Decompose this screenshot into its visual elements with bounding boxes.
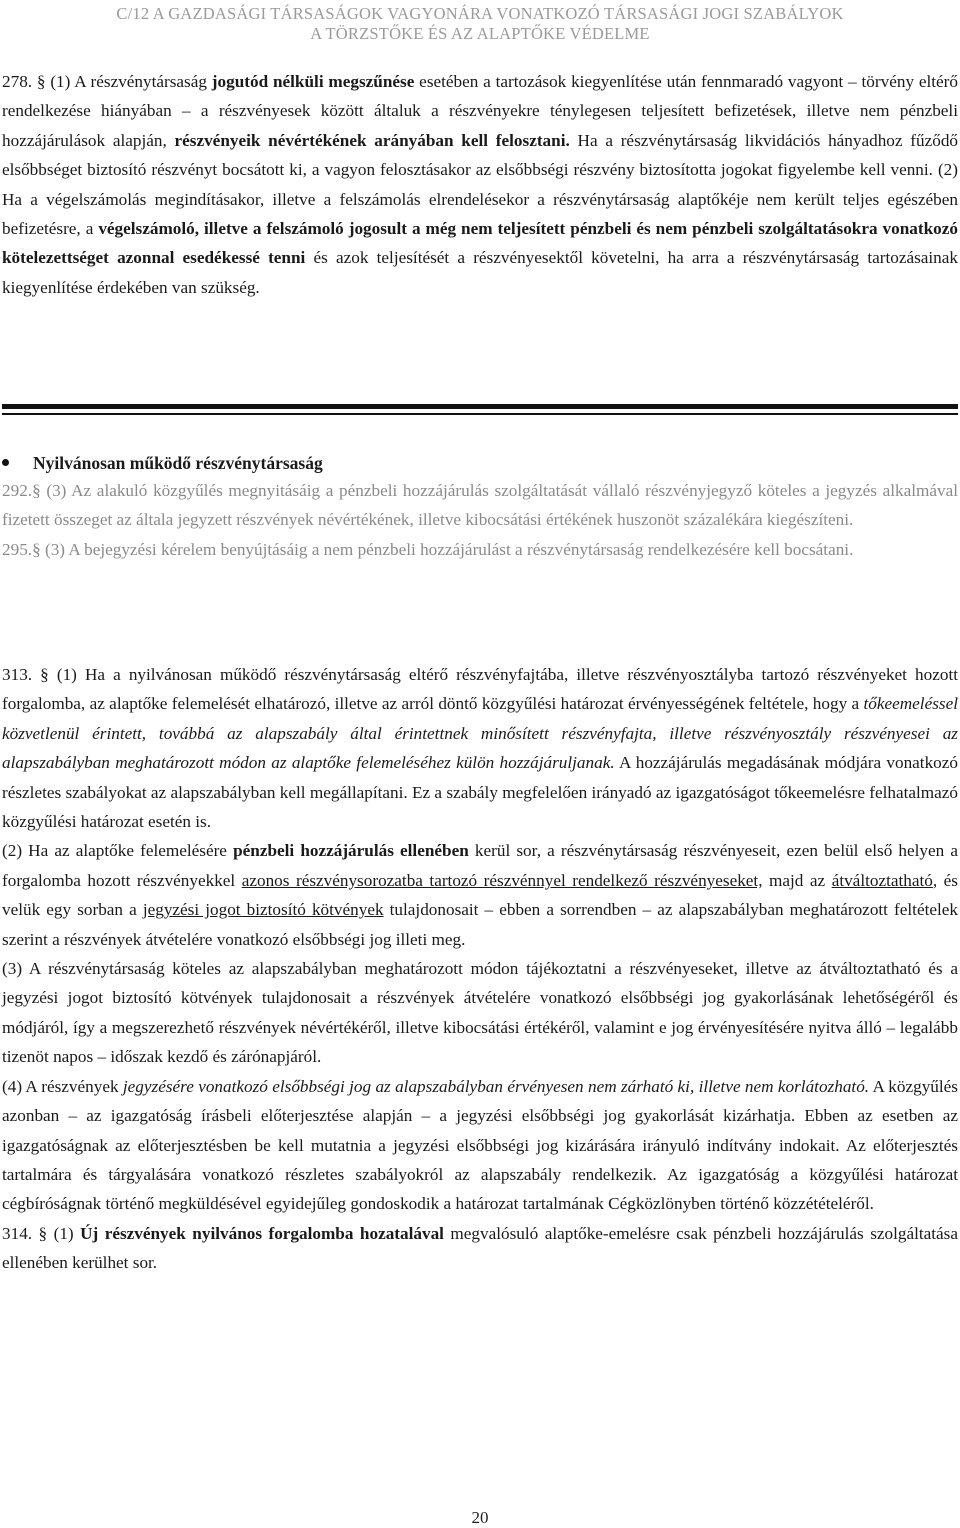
section-symbol: § — [36, 72, 46, 91]
section-278 — [2, 67, 958, 302]
underlined-run: jegyzési jogot biztosító kötvények — [142, 900, 384, 920]
paragraph-313-1 — [2, 660, 958, 836]
heading-text: Nyilvánosan működő részvénytársaság — [33, 453, 323, 473]
section-symbol: § — [32, 481, 41, 500]
header-line-2: A TÖRZSTŐKE ÉS AZ ALAPTŐKE VÉDELME — [310, 24, 650, 43]
paragraph-313-3: (3) A részvénytársaság köteles az alapszabályban meghatározott módon tájékoztatni a részvényeseket, illetve az átváltoztatható és a jegyzési jogot biztosító kötvények tulajdonosait a részvények átvételére vonatkozó elsőbbségi jog gyakorlásának lehetőségéről és módjáról, így a megszerezhető részvények névértékéről, illetve kibocsátási értékéről, valamint e jog érvényesítésére nyitva álló – legalább tizenöt napos – időszak kezdő és zárónapjáról. — [2, 959, 958, 1067]
paragraph-292 — [2, 476, 958, 535]
paragraph-313-2 — [2, 836, 958, 954]
section-292-295 — [2, 476, 958, 564]
paragraph-314 — [2, 1219, 958, 1278]
text-run: (1) Ha a nyilvánosan működő részvénytársaság eltérő részvényfajtába, illetve részvényosztályba tartozó részvényeket hozott forgalomba, az alaptőke felemelését elhatározó, illetve az arról döntő közgyűlési határozat érvényességének feltétele, hogy a — [2, 665, 959, 714]
bullet-icon — [2, 459, 9, 466]
section-symbol: § — [38, 1223, 48, 1243]
text-run: (3) A bejegyzési kérelem benyújtásáig a nem pénzbeli hozzájárulást a részvénytársaság rendelkezésére kell bocsátani. — [40, 539, 854, 559]
section-313-314 — [2, 660, 958, 1278]
section-number: 295. — [2, 539, 33, 559]
section-number: 278. — [2, 72, 37, 91]
section-number: 314. — [2, 1223, 39, 1243]
text-run: A hozzájárulás megadásának módjára vonatkozó részletes szabályokat az alapszabályban kell megállapítani. Ez a szabály megfelelően irányadó az igazgatóságot tőkeemelésre felhatalmazó közgyűlési határozat esetén is. — [2, 753, 958, 832]
section-symbol: § — [40, 665, 49, 684]
text-run: és azok teljesítését a részvényesektől követelni, ha arra a részvénytársaság tartozásainak kiegyenlítése érdekében van szükség. — [2, 248, 958, 297]
text-run: (1) A részvénytársaság — [45, 72, 212, 91]
text-run: A közgyűlés azonban – az igazgatóság írásbeli előterjesztése alapján – a jegyzési elsőbbségi jog gyakorlását kizárhatja. Ebben az esetben az igazgatóságnak az előterjesztésben be kell mutatnia a jegyzési elsőbbségi jog kizárására irányuló indítvány indokait. Az előterjesztés tartalmára és tárgyalására vonatkozó részletes szabályokról az alapszabály rendelkezik. Az igazgatóság a közgyűlési határozat cégbíróságnak történő megküldésével egyidejűleg gondoskodik a határozat tartalmának Cégközlönyben történő közzétételéről. — [2, 1076, 958, 1214]
section-divider-thick — [2, 404, 958, 409]
paragraph-278 — [2, 67, 958, 302]
text-run: kerül sor, a részvénytársaság részvényeseit, ezen belül első helyen a forgalomba hozott részvényekkel — [2, 841, 959, 890]
bold-run: jogutód nélküli megszűnése — [211, 72, 415, 91]
section-number: 292. — [2, 481, 33, 500]
text-run: majd az — [762, 870, 832, 890]
text-run: tulajdonosait – ebben a sorrendben – az alapszabályban meghatározott feltételek szerint a részvények átvételére vonatkozó elsőbbségi jog illeti meg. — [2, 900, 958, 949]
underlined-run: átváltoztatható — [831, 870, 933, 890]
bold-run: részvényeik névértékének arányában kell felosztani. — [174, 130, 570, 150]
text-run: (2) Ha az alaptőke felemelésére — [2, 841, 234, 861]
paragraph-295 — [2, 535, 958, 564]
italic-run: tőkeemeléssel közvetlenül érintett, továbbá az alapszabály által érintettnek minősített részvényfajta, illetve részvényosztály részvényesei az alapszabályban meghatározott módon az alaptőke felemeléséhez külön hozzájáruljanak. — [2, 694, 958, 773]
text-run: esetében a tartozások kiegyenlítése után fennmaradó vagyont – törvény eltérő rendelkezése hiányában – a részvényesek között általuk a részvényekre ténylegesen teljesített befizetések, illetve nem pénzbeli hozzájárulások alapján, — [2, 72, 958, 150]
text-run: (1) — [47, 1223, 81, 1243]
section-number: 313. — [2, 665, 41, 684]
text-run: (3) Az alakuló közgyűlés megnyitásáig a pénzbeli hozzájárulás szolgáltatását vállaló részvényjegyző köteles a jegyzés alkalmával fizetett összeget az általa jegyzett részvények névértékének, illetve kibocsátási értékének huszonöt százalékára kiegészíteni. — [2, 481, 958, 530]
bold-run: pénzbeli hozzájárulás ellenében — [233, 841, 469, 861]
text-run: Ha a részvénytársaság likvidációs hányadhoz fűződő elsőbbséget biztosító részvényt bocsátott ki, a vagyon felosztásakor az elsőbbségi részvény biztosította jogokat figyelembe kell venni. (2) Ha a végelszámolás megindításakor, illetve a felszámolás elrendelésekor a részvénytársaság alaptőkéje nem került teljes egészében befizetésre, a — [2, 130, 959, 239]
italic-run: jegyzésére vonatkozó elsőbbségi jog az alapszabályban érvényesen nem zárható ki, illetve nem korlátozható. — [122, 1076, 870, 1096]
page-number: 20 — [471, 1508, 489, 1527]
bold-run: végelszámoló, illetve a felszámoló jogosult a még nem teljesített pénzbeli és nem pénzbeli szolgáltatásokra vonatkozó kötelezettséget azonnal esedékessé tenni — [2, 219, 958, 268]
section-divider-thin — [2, 413, 958, 415]
header-line-1: C/12 A GAZDASÁGI TÁRSASÁGOK VAGYONÁRA VONATKOZÓ TÁRSASÁGI JOGI SZABÁLYOK — [116, 4, 844, 23]
section-symbol: § — [32, 539, 41, 559]
underlined-run: azonos részvénysorozatba tartozó részvénnyel rendelkező részvényeseket, — [241, 870, 763, 890]
paragraph-313-4 — [2, 1072, 958, 1219]
text-run: megvalósuló alaptőke-emelésre csak pénzbeli hozzájárulás szolgáltatása ellenében kerülhet sor. — [2, 1223, 959, 1273]
text-run: (4) A részvények — [2, 1076, 123, 1096]
bold-run: Új részvények nyilvános forgalomba hozatalával — [80, 1223, 444, 1243]
text-run: , és velük egy sorban a — [2, 870, 958, 920]
section-heading — [2, 450, 323, 476]
